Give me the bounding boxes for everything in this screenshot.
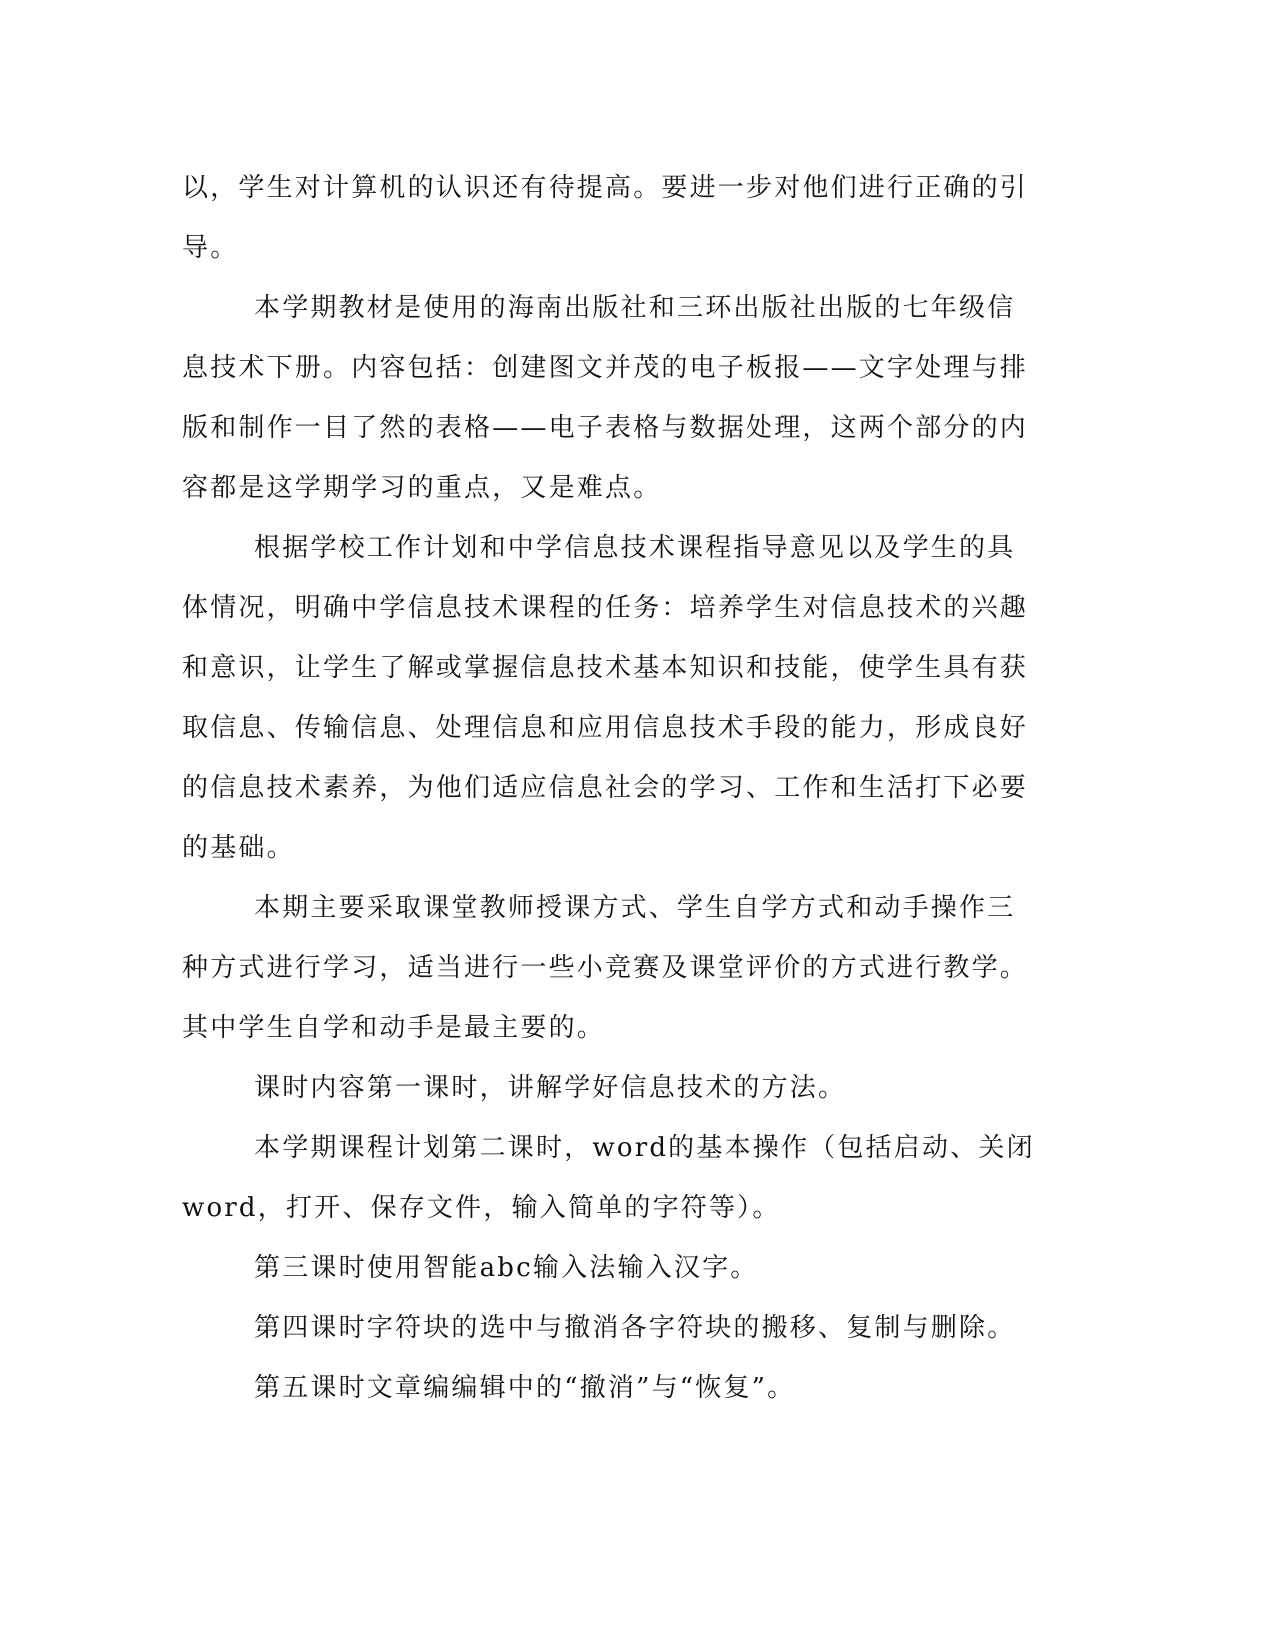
paragraph-4: 本期主要采取课堂教师授课方式、学生自学方式和动手操作三种方式进行学习，适当进行一些小竞赛及课堂评价的方式进行教学。其中学生自学和动手是最主要的。 xyxy=(182,893,1029,1043)
paragraph-8: 第四课时字符块的选中与撤消各字符块的搬移、复制与删除。 xyxy=(254,1313,1016,1343)
paragraph-5: 课时内容第一课时，讲解学好信息技术的方法。 xyxy=(254,1073,847,1103)
paragraph-3: 根据学校工作计划和中学信息技术课程指导意见以及学生的具体情况，明确中学信息技术课程的任务：培养学生对信息技术的兴趣和意识，让学生了解或掌握信息技术基本知识和技能，使学生具有获取信息、传输信息、处理信息和应用信息技术手段的能力，形成良好的信息技术素养，为他们适应信息社会的学习、工作和生活打下必要的基础。 xyxy=(182,533,1029,863)
paragraph-1: 以，学生对计算机的认识还有待提高。要进一步对他们进行正确的引导。 xyxy=(182,173,1029,263)
paragraph-9: 第五课时文章编编辑中的“撤消”与“恢复”。 xyxy=(254,1373,796,1403)
document-body xyxy=(182,158,1042,1418)
paragraph-7: 第三课时使用智能abc输入法输入汉字。 xyxy=(254,1253,759,1283)
paragraph-6: 本学期课程计划第二课时，word的基本操作（包括启动、关闭word，打开、保存文件，输入简单的字符等）。 xyxy=(182,1133,1035,1223)
paragraph-2: 本学期教材是使用的海南出版社和三环出版社出版的七年级信息技术下册。内容包括：创建图文并茂的电子板报——文字处理与排版和制作一目了然的表格——电子表格与数据处理，这两个部分的内容都是这学期学习的重点，又是难点。 xyxy=(182,293,1029,503)
